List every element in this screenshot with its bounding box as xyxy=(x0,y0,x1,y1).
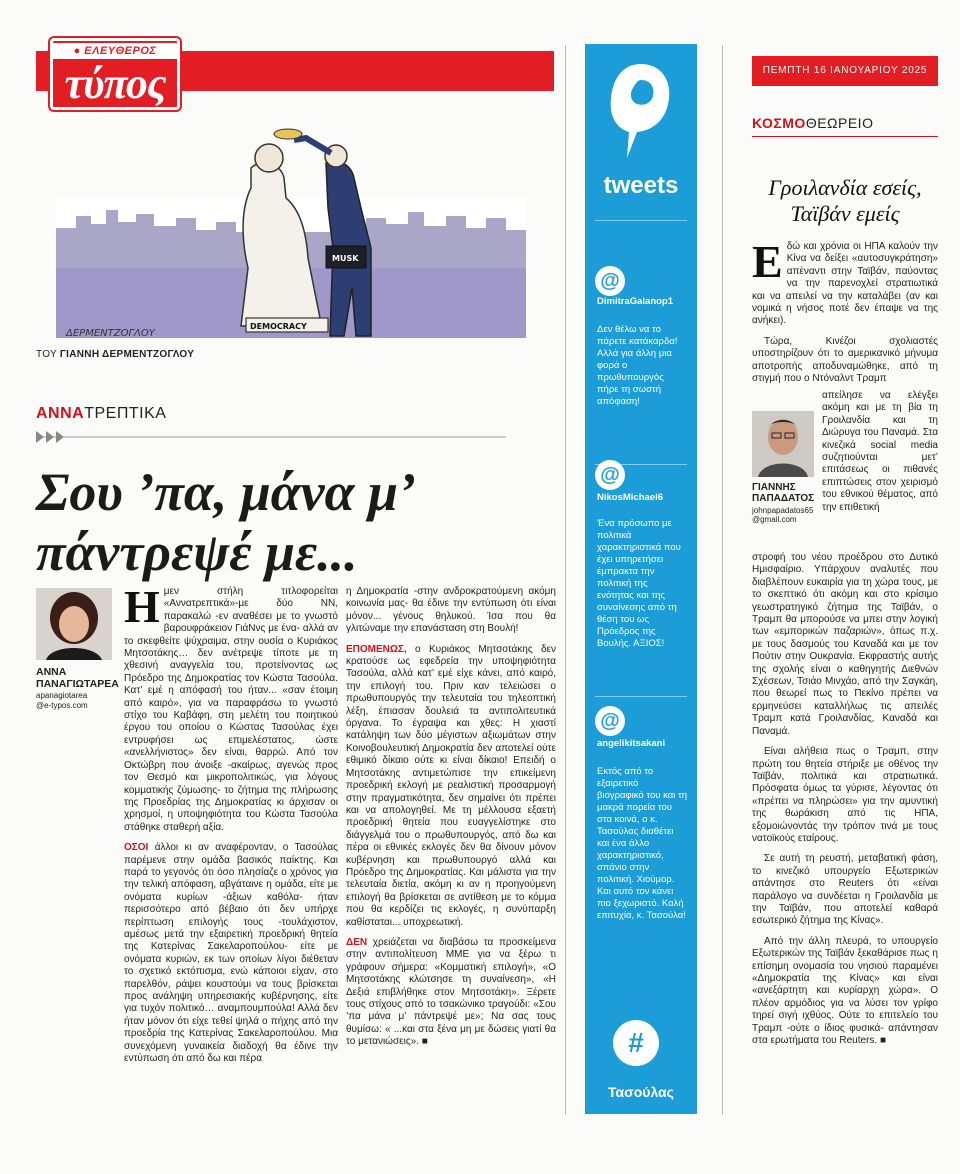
newspaper-logo[interactable] xyxy=(50,38,180,110)
column-divider xyxy=(722,45,723,1115)
right-article-intro xyxy=(752,236,938,385)
article-column-1 xyxy=(124,581,338,1065)
right-author-email-domain: @gmail.com xyxy=(752,515,797,524)
chevron-divider xyxy=(36,431,506,443)
at-icon: @ xyxy=(595,266,625,296)
tweet-separator xyxy=(595,696,687,697)
paragraph-text: δώ και χρόνια οι ΗΠΑ καλούν την Κίνα να δείξει «αυτοσυγκράτηση» απέναντι στην Ταϊβάν, παύοντας να την παρενοχλεί στρατιωτικά και να απειλεί να την καταλάβει (αν και νομικά η νήσος ποτέ δεν έπαψε να της ανήκει). xyxy=(752,241,938,327)
rubric-bold: ΑΝΝΑ xyxy=(36,405,85,422)
paragraph: η Δημοκρατία -στην ανδροκρατούμενη ακόμη κοινωνία μας- θα έδινε την εντύπωση ότι είναι μόνον... γένους θηλυκού. Ίσα που θα γλιτώναμε την επανάσταση στη Βουλή! xyxy=(346,586,556,635)
lead-word: ΕΠΟΜΕΝΩΣ, xyxy=(346,643,407,655)
paragraph-text: άλλοι κι αν αναφέρονταν, ο Τασούλας παρέμενε στην ομάδα βασικός παίκτης. Και παρά το γεγονός ότι όσο πλησίαζε ο χρόνος για την τελική απόφαση, αβγάταινε η ομάδα, είτε με ονόματα κυρίων -άξιων καθόλα- ήταν περισσότερο από βέβαιο ότι δεν υπήρχε περίπτωση επιλογής τους -τουλάχιστον, αμέσως μετά την εξαιρετική προεδρική θητεία της Κατερίνας Σακελαροπούλου- είτε με ονόματα κυριών, εκ των οποίων λίγοι διέθεταν το σχετικό εκτόπισμα, ενώ κάποιοι είχαν, στο παρελθόν, ράψει κουστούμι να τους βρίσκεται προς ανάληψη υπηρεσιακής κυβέρνησης, είτε για τυχόν πολιτικό… αναμπουμπούλα! Αλλά δεν ήταν μόνον ότι είχε τεθεί ψηλά ο πήχης από την προεδρία της Κατερίνας Σακελαροπούλου. Μια συνεχόμενη γυναικεία διαδοχή θα έδινε την εντύπωση ότι από δω και πέρα xyxy=(124,842,338,1065)
cartoon-bag-label: MUSK xyxy=(332,254,359,263)
paragraph: απείλησε να ελέγξει ακόμη και με τη βία τη Γροιλανδία και τη Διώρυγα του Παναμά. Στα κινεζικά social media συζητιούνται μετ’ επιτάσεως οι πιθανές επιπτώσεις στον χειρισμό του εθνικού θέματος, από την επιθετική xyxy=(822,390,938,513)
hashtag-label[interactable]: Τασούλας xyxy=(608,1084,674,1100)
tweet-separator xyxy=(595,220,687,221)
cartoon-illustration xyxy=(36,118,556,348)
paragraph xyxy=(124,581,338,834)
author-photo xyxy=(36,588,112,660)
logo-top-text: ● ΕΛΕΥΘΕΡΟΣ xyxy=(53,43,177,59)
right-article-title: Γροιλανδία εσείς, Ταϊβάν εμείς xyxy=(768,175,922,226)
tweet-handle[interactable]: angelikitsakani xyxy=(597,738,666,749)
column-divider xyxy=(565,45,566,1115)
author-email[interactable] xyxy=(36,691,88,711)
cartoon-credit xyxy=(36,349,194,360)
right-article-wrap xyxy=(822,390,938,514)
rubric-rest: ΤΡΕΠΤΙΚΑ xyxy=(84,405,167,422)
cartoon-robe-label: DEMOCRACY xyxy=(250,322,307,331)
article-headline: Σου ’πα, μάνα μ’ πάντρεψέ με... xyxy=(36,462,412,582)
paragraph-text: μεν στήλη τιτλοφορείται «Αννατρεπτικά»-με δύο ΝΝ, παρακαλώ -εν αναθέσει με το γνωστό βαρουφράκειον ΓιάΝνς με ένα- αλλά αν το σκεφθείτε ψύχραιμα, στην ουσία ο Κυριάκος Μητσοτάκης… δεν ανέτρεψε τίποτε με τη χθεσινή αναγγελία του, προτείνοντας ως Πρόεδρο της Δημοκρατίας τον Κώστα Τασούλα. Κατ’ εμέ η απόφασή του ήταν... «σαν έτοιμη από καιρό», για να παραφράσω το γνωστό στίχο του Καβάφη, στη μελέτη του ποιητικού έργου του οποίου ο Κώστας Τασούλας έχει εντρυφήσει ως επιμελέστατος, ώστε «ανελλήνιστος» δεν είναι, θαρρώ. Από τον Οκτώβρη που άνοιξε -ακαίρως, αγενώς προς τον Θεσμό και μικροπολιτικώς, για λόγους κομματικής ζύμωσης- το ζήτημα της πλήρωσης της Προεδρίας της Δημοκρατίας κι άρχισαν οι χρησμοί, η υποψηφιότητα του Κώστα Τασούλα στάθηκε σταθερή αξία. xyxy=(124,586,338,833)
paragraph xyxy=(346,644,556,929)
tweets-sidebar xyxy=(585,44,697,1114)
lead-word: ΔΕΝ xyxy=(346,936,368,948)
paragraph: Από την άλλη πλευρά, το υπουργείο Εξωτερικών της Ταϊβάν ξεκαθάρισε πως η επίσημη ονομασία του νησιού παραμένει «Δημοκρατία της Κίνας» και είναι «ανεξάρτητη και κυρίαρχη χώρα». Ο πλέον αρμόδιος για να λύσει τον γρίφο τηρεί σιγή ιχθύος. Ούτε το επιτελείο του Τραμπ -ούτε ο ίδιος φυσικά- απάντησαν στα ερωτήματα του Reuters. ■ xyxy=(752,935,938,1047)
right-rubric-bold: ΚΟΣΜΟ xyxy=(752,115,806,131)
paragraph-text: χρειάζεται να διαβάσω τα προσκείμενα στην αντιπολίτευση ΜΜΕ για να ξέρω τι γράφουν σήμερα: «Κομματική επιλογή», «Ο Μητσοτάκης κλώτσησε τη συναίνεση», «Η Δεξιά επιβλήθηκε στον Μητσοτάκη». Ξέρετε τους στίχους από το τσακώνικο τραγούδι: «Σου ’πα μάνα μ’ πάντρεψέ με»; Να σας τους θυμίσω: « ...και στα ξένα μη με δώσεις γιατί θα το μετανιώσεις». ■ xyxy=(346,936,557,1048)
column-rubric xyxy=(36,405,166,423)
tweet-bubble-icon xyxy=(605,58,677,166)
paragraph: στροφή του νέου προέδρου στο Δυτικό Ημισφαίριο. Υπάρχουν αναλυτές που διαβλέπουν ευκαιρία για τη χώρα τους, με το σκεπτικό ότι ακόμη και στο κρίσιμο γεωστρατηγικό ζήτημα της Ταϊβάν, ο Τραμπ θα μπορούσε να μπει στην λογική των «εμπορικών παζαριών», όπως π.χ. με τους δασμούς του Καναδά και με τον Πούτιν στην Ουκρανία. Εκφραστής αυτής της σχολής είναι ο καθηγητής Διεθνών Σχέσεων, Τσιάο Μινχάο, από την Σαγκάη, που θεωρεί πως το Πεκίνο πρέπει να ερμηνεύσει καταλλήλως τις απειλές Τραμπ κατά Γροιλανδίας, Καναδά και Παναμά. xyxy=(752,552,938,737)
drop-cap: Ε xyxy=(752,236,783,287)
paragraph xyxy=(752,236,938,328)
paragraph: Τώρα, Κινέζοι σχολιαστές υποστηρίζουν ότι το αμερικανικό μήνυμα αποτροπής αποδυναμώθηκε, από τη στιγμή που ο Ντόναλντ Τραμπ xyxy=(752,335,938,385)
right-author-email[interactable] xyxy=(752,506,813,524)
credit-prefix: ΤΟΥ xyxy=(36,349,57,360)
tweet-text: Ένα πρόσωπο με πολιτικά χαρακτηριστικά που έχει υπηρετήσει έμπρακτα την πολιτική της ενότητας και της συναίνεσης από τη θέση του ως Πρόεδρος της Βουλής. ΑΞΙΟΣ! xyxy=(597,518,681,649)
date-bar: ΠΕΜΠΤΗ 16 ΙΑΝΟΥΑΡΙΟΥ 2025 xyxy=(752,56,938,86)
cartoon-signature: ΔΕΡΜΕΝΤΖΟΓΛΟΥ xyxy=(66,328,155,339)
author-email-user: apanagiotarea xyxy=(36,691,88,700)
logo-main-text: τύπος xyxy=(64,59,166,108)
hashtag-icon: # xyxy=(613,1020,659,1066)
right-rubric-underline xyxy=(752,136,938,137)
author-email-domain: @e-typos.com xyxy=(36,701,88,710)
right-article-body xyxy=(752,552,938,1047)
right-rubric-rest: ΘΕΩΡΕΙΟ xyxy=(805,115,874,131)
tweet-handle[interactable]: NikosMichael6 xyxy=(597,492,663,503)
paragraph xyxy=(346,937,556,1049)
lead-word: ΟΣΟΙ xyxy=(124,842,149,854)
credit-name: ΓΙΑΝΝΗ ΔΕΡΜΕΝΤΖΟΓΛΟΥ xyxy=(59,349,195,360)
author-photo xyxy=(752,411,814,477)
drop-cap: Η xyxy=(124,581,160,632)
right-rubric xyxy=(752,115,873,131)
tweet-text: Εκτός από το εξαιρετικό βιογραφικό του και τη μακρά πορεία του στα κοινά, ο κ. Τασούλας διαθέτει και ένα άλλο χαρακτηριστικό, σπάνιο στην πολιτική. Χιούμορ. Και αυτό τον κάνει πιο ξεχωριστό. Καλή επιτυχία, κ. Τασούλα! xyxy=(597,766,687,921)
at-icon: @ xyxy=(595,706,625,736)
tweet-text: Δεν θέλω να το πάρετε κατάκαρδα! Αλλά για άλλη μια φορά ο πρωθυπουργός πήρε τη σωστή απόφαση! xyxy=(597,324,678,407)
paragraph: Σε αυτή τη ρευστή, μεταβατική φάση, το κινεζικό υπουργείο Εξωτερικών απάντησε στο Reuters ότι «είναι παράλογο να συνδέεται η Γροιλανδία με την Ταϊβάν, που αποτελεί καθαρά εσωτερικό ζήτημα της Κίνας». xyxy=(752,853,938,927)
paragraph xyxy=(124,842,338,1065)
paragraph: Είναι αλήθεια πως ο Τραμπ, στην πρώτη του θητεία στήριξε με οθένος την Ταϊβάν, πολιτικά και στρατιωτικά. Πρόσφατα όμως τα γύρισε, λέγοντας ότι «πρέπει να πληρώσει» για την αμυντική της θωράκιση από τις ΗΠΑ, εξομοιώνοντάς την τρόπον τινά με τους νατοϊκούς εταίρους. xyxy=(752,746,938,844)
tweet-handle[interactable]: DimitraGalanop1 xyxy=(597,296,674,307)
right-author-email-user: johnpapadatos65 xyxy=(752,506,814,515)
right-author-name: ΓΙΑΝΝΗΣ ΠΑΠΑΔΑΤΟΣ xyxy=(752,482,815,504)
paragraph-text: ο Κυριάκος Μητσοτάκης δεν κρατούσε ως εφεδρεία την υποψηφιότητα Τασούλα, αλλά κατ’ εμέ είχε κάνει, από καιρό, την επιλογή του. Πριν καν τελειώσει ο πρωθυπουργός την τελευταία του τηλεοπτική λέξη, έπιασαν δουλειά τα αντιπολιτευτικά όργανα. Το έγραψα και χθες: Η χιαστί κατάληψη των δύο μέγιστων αξιωμάτων στην Κοινοβουλευτική Δημοκρατία δεν αποτελεί ούτε εθιμικό δίκαιο ούτε κι είναι δίκαιο! Επειδή ο Μητσοτάκης αντιμετώπισε την επικείμενη προεδρική εκλογή με ρεαλιστική προσαρμογή στην πραγματικότητα, δεν σημαίνει ότι πρέπει και να απολογηθεί. Με τη μέλλουσα εξαετή προεδρική θητεία που ευαγγελίστηκε στο διάγγελμά του ο πρωθυπουργός, από δω και πέρα οι εθνικές εκλογές δεν θα δίνουν μόνον κυβέρνηση και πρωθυπουργό αλλά και Πρόεδρο της Δημοκρατίας. Και μάλιστα για την τελευταία διετία, ακόμη κι αν η προηγούμενη επιλογή θα βρίσκεται σε αντίθεση με το κόμμα που θα κερδίζει τις εκλογές, η συνύπαρξη καθίσταται... υποχρεωτική. xyxy=(346,643,556,928)
at-icon: @ xyxy=(595,460,625,490)
tweets-brand: tweets xyxy=(603,172,679,199)
article-column-2 xyxy=(346,586,556,1049)
author-name: ΑΝΝΑ ΠΑΝΑΓΙΩΤΑΡΕΑ xyxy=(36,666,119,690)
